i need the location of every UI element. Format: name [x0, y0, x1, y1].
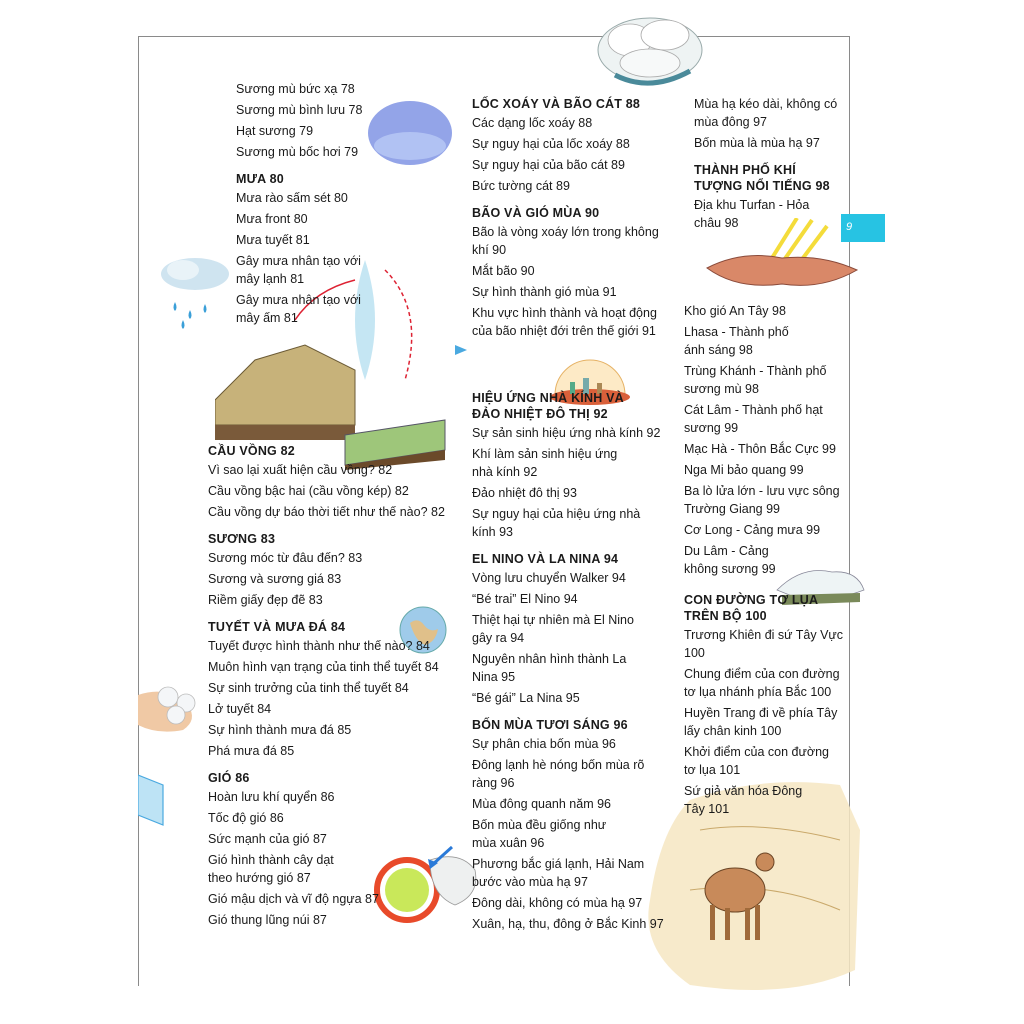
toc-entry[interactable]: Gió mậu dịch và vĩ độ ngựa 87 — [208, 892, 379, 906]
toc-entry[interactable]: Lở tuyết 84 — [208, 702, 272, 716]
page-number: 9 — [846, 221, 853, 233]
toc-entry[interactable]: Riềm giấy đẹp đẽ 83 — [208, 593, 323, 607]
toc-entry[interactable]: Gây mưa nhân tạo với mây lạnh 81 — [236, 254, 361, 286]
toc-group — [208, 619, 468, 760]
toc-entry[interactable]: Mưa front 80 — [236, 212, 308, 226]
toc-entry[interactable]: Sự nguy hại của lốc xoáy 88 — [472, 137, 630, 151]
toc-entry[interactable]: Muôn hình vạn trạng của tinh thể tuyết 84 — [208, 660, 439, 674]
toc-entry[interactable]: Gió thung lũng núi 87 — [208, 913, 327, 927]
toc-entry[interactable]: Nguyên nhân hình thành La Nina 95 — [472, 652, 627, 684]
toc-entry[interactable]: Sức mạnh của gió 87 — [208, 832, 327, 846]
toc-entry[interactable]: Sự nguy hại của bão cát 89 — [472, 158, 625, 172]
toc-entry[interactable]: Sương mù bức xạ 78 — [236, 82, 355, 96]
toc-entry[interactable]: Bức tường cát 89 — [472, 179, 570, 193]
toc-entry[interactable]: Kho gió An Tây 98 — [684, 304, 786, 318]
toc-column-3-top — [694, 95, 844, 235]
toc-column-1 — [208, 80, 468, 932]
toc-group — [472, 390, 677, 541]
toc-entry[interactable]: Tuyết được hình thành như thế nào? 84 — [208, 639, 430, 653]
toc-entry[interactable]: Mạc Hà - Thôn Bắc Cực 99 — [684, 442, 836, 456]
toc-entry[interactable]: Du Lâm - Cảng không sương 99 — [684, 544, 776, 576]
toc-column-3-bottom — [684, 302, 852, 821]
toc-group — [208, 770, 468, 929]
toc-entry[interactable]: Ba lò lửa lớn - lưu vực sông Trường Giang 99 — [684, 484, 840, 516]
toc-entry[interactable]: Sương móc từ đâu đến? 83 — [208, 551, 363, 565]
toc-entry[interactable]: Sương mù bốc hơi 79 — [236, 145, 359, 159]
toc-entry[interactable]: Khởi điểm của con đường tơ lụa 101 — [684, 745, 829, 777]
toc-entry[interactable]: Sự phân chia bốn mùa 96 — [472, 737, 616, 751]
toc-entry[interactable]: Xuân, hạ, thu, đông ở Bắc Kinh 97 — [472, 917, 664, 931]
toc-entry[interactable]: Cầu vồng dự báo thời tiết như thế nào? 82 — [208, 505, 445, 519]
toc-entry[interactable]: Phương bắc giá lạnh, Hải Nam bước vào mùa hạ 97 — [472, 857, 645, 889]
toc-group — [472, 205, 677, 340]
toc-entry[interactable]: Huyền Trang đi về phía Tây lấy chân kinh 100 — [684, 706, 838, 738]
toc-group — [684, 592, 852, 818]
toc-heading[interactable]: SƯƠNG 83 — [208, 532, 276, 546]
toc-heading[interactable]: HIỆU ỨNG NHÀ KÍNH VÀ ĐẢO NHIỆT ĐÔ THỊ 92 — [472, 391, 624, 421]
toc-heading[interactable]: EL NINO VÀ LA NINA 94 — [472, 552, 619, 566]
toc-entry[interactable]: Sự hình thành mưa đá 85 — [208, 723, 352, 737]
toc-entry[interactable]: Khí làm sản sinh hiệu ứng nhà kính 92 — [472, 447, 618, 479]
toc-heading[interactable]: CẦU VỒNG 82 — [208, 444, 295, 458]
toc-entry[interactable]: Sương và sương giá 83 — [208, 572, 342, 586]
toc-entry[interactable]: Thiệt hại tự nhiên mà El Nino gây ra 94 — [472, 613, 634, 645]
toc-entry[interactable]: Hạt sương 79 — [236, 124, 314, 138]
toc-entry[interactable]: Vòng lưu chuyển Walker 94 — [472, 571, 626, 585]
toc-entry[interactable]: Địa khu Turfan - Hỏa châu 98 — [694, 198, 810, 230]
toc-group — [472, 96, 677, 195]
toc-group — [208, 531, 468, 609]
toc-heading[interactable]: BỐN MÙA TƯƠI SÁNG 96 — [472, 718, 628, 732]
frame-top-line — [138, 36, 850, 37]
toc-group — [208, 443, 468, 521]
toc-entry[interactable]: Mưa rào sấm sét 80 — [236, 191, 348, 205]
toc-heading[interactable]: CON ĐƯỜNG TƠ LỤA TRÊN BỘ 100 — [684, 593, 818, 623]
toc-entry[interactable]: “Bé trai” El Nino 94 — [472, 592, 578, 606]
toc-group — [208, 171, 468, 327]
toc-heading[interactable]: LỐC XOÁY VÀ BÃO CÁT 88 — [472, 97, 641, 111]
toc-entry[interactable]: Cơ Long - Cảng mưa 99 — [684, 523, 821, 537]
toc-entry[interactable]: Sương mù bình lưu 78 — [236, 103, 363, 117]
toc-entry[interactable]: Sự sản sinh hiệu ứng nhà kính 92 — [472, 426, 661, 440]
toc-group — [694, 95, 844, 152]
toc-entry[interactable]: Cát Lâm - Thành phố hạt sương 99 — [684, 403, 823, 435]
hand-hailstones-illustration — [138, 675, 213, 735]
toc-entry[interactable]: Mùa đông quanh năm 96 — [472, 797, 611, 811]
toc-group — [694, 162, 844, 232]
toc-heading[interactable]: THÀNH PHỐ KHÍ TƯỢNG NỔI TIẾNG 98 — [694, 163, 830, 193]
toc-entry[interactable]: Khu vực hình thành và hoạt động của bão nhiệt đới trên thế giới 91 — [472, 306, 657, 338]
toc-entry[interactable]: Bão là vòng xoáy lớn trong không khí 90 — [472, 225, 659, 257]
toc-entry[interactable]: Gió hình thành cây dạt theo hướng gió 87 — [208, 853, 334, 885]
toc-entry[interactable]: Chung điểm của con đường tơ lụa nhánh phía Bắc 100 — [684, 667, 840, 699]
toc-heading[interactable]: TUYẾT VÀ MƯA ĐÁ 84 — [208, 620, 346, 634]
toc-entry[interactable]: Mưa tuyết 81 — [236, 233, 310, 247]
toc-entry[interactable]: Bốn mùa là mùa hạ 97 — [694, 136, 820, 150]
toc-entry[interactable]: Đảo nhiệt đô thị 93 — [472, 486, 577, 500]
toc-entry[interactable]: Sự sinh trưởng của tinh thể tuyết 84 — [208, 681, 409, 695]
toc-entry[interactable]: Trùng Khánh - Thành phố sương mù 98 — [684, 364, 827, 396]
cloud-illustration — [590, 5, 710, 95]
toc-column-2 — [472, 86, 677, 936]
toc-entry[interactable]: Đông dài, không có mùa hạ 97 — [472, 896, 643, 910]
toc-group — [208, 80, 468, 161]
toc-entry[interactable]: Tốc độ gió 86 — [208, 811, 284, 825]
toc-entry[interactable]: Mắt bão 90 — [472, 264, 535, 278]
toc-entry[interactable]: Sự hình thành gió mùa 91 — [472, 285, 617, 299]
toc-heading[interactable]: MƯA 80 — [236, 172, 284, 186]
ice-crystal-illustration — [138, 770, 168, 830]
toc-entry[interactable]: Hoàn lưu khí quyển 86 — [208, 790, 335, 804]
toc-group — [472, 717, 677, 933]
toc-entry[interactable]: Sự nguy hại của hiệu ứng nhà kính 93 — [472, 507, 641, 539]
toc-entry[interactable]: Vì sao lại xuất hiện cầu vồng? 82 — [208, 463, 393, 477]
frame-left-line — [138, 36, 139, 986]
toc-group — [684, 302, 852, 578]
toc-entry[interactable]: Đông lạnh hè nóng bốn mùa rõ ràng 96 — [472, 758, 645, 790]
toc-heading[interactable]: GIÓ 86 — [208, 771, 250, 785]
toc-entry[interactable]: Phá mưa đá 85 — [208, 744, 295, 758]
toc-entry[interactable]: Cầu vồng bậc hai (cầu vồng kép) 82 — [208, 484, 409, 498]
toc-group — [472, 551, 677, 707]
toc-entry[interactable]: Gây mưa nhân tạo với mây ấm 81 — [236, 293, 361, 325]
toc-entry[interactable]: “Bé gái” La Nina 95 — [472, 691, 580, 705]
toc-heading[interactable]: BÃO VÀ GIÓ MÙA 90 — [472, 206, 600, 220]
toc-entry[interactable]: Mùa hạ kéo dài, không có mùa đông 97 — [694, 97, 838, 129]
toc-entry[interactable]: Trương Khiên đi sứ Tây Vực 100 — [684, 628, 844, 660]
toc-entry[interactable]: Lhasa - Thành phố ánh sáng 98 — [684, 325, 789, 357]
toc-entry[interactable]: Các dạng lốc xoáy 88 — [472, 116, 593, 130]
toc-entry[interactable]: Nga Mi bảo quang 99 — [684, 463, 804, 477]
toc-entry[interactable]: Bốn mùa đều giống như mùa xuân 96 — [472, 818, 607, 850]
toc-entry[interactable]: Sứ giả văn hóa Đông Tây 101 — [684, 784, 803, 816]
